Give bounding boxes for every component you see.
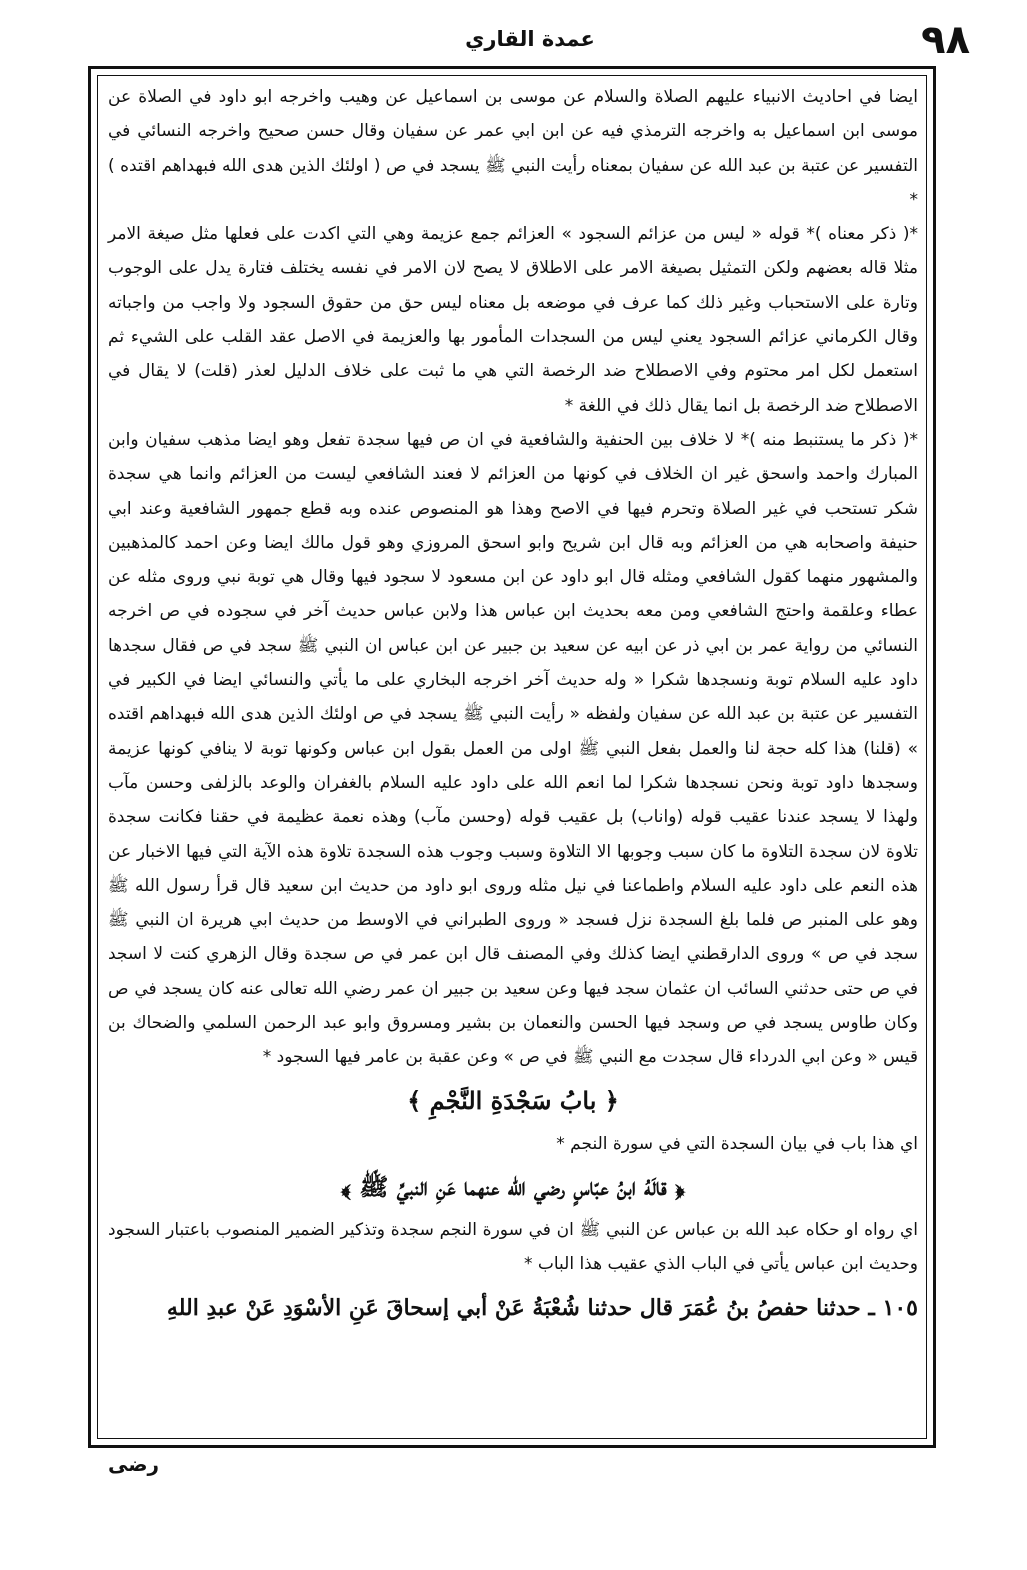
page-header xyxy=(90,18,970,64)
commentary-body xyxy=(108,80,918,1330)
hadith-isnad-line: ١٠٥ ـ حدثنا حفصُ بنُ عُمَرَ قال حدثنا شُعْبَةُ عَنْ أبي إسحاقَ عَنِ الأسْوَدِ عَنْ عبدِ اللهِ xyxy=(166,1294,918,1321)
commentary-paragraph-1: ايضا في احاديث الانبياء عليهم الصلاة والسلام عن موسى بن اسماعيل عن وهيب واخرجه ابو داود في الصلاة عن موسى ابن اسماعيل به واخرجه الترمذي فيه عن ابن ابي عمر عن سفيان وقال حسن صحيح واخرجه النسائي في التفسير عن عتبة بن عبد الله عن سفيان بمعناه رأيت النبي ﷺ يسجد في ص ( اولئك الذين هدى الله فبهداهم اقتده ) * xyxy=(108,87,918,210)
running-title: عمدة القاري xyxy=(465,27,595,51)
commentary-paragraph-deductions: *( ذكر ما يستنبط منه )* لا خلاف بين الحنفية والشافعية في ان ص فيها سجدة تفعل وهو ايضا مذهب سفيان وابن المبارك واحمد واسحق غير ان الخلاف في كونها من العزائم لا فعند الشافعي ليست من العزائم وانما هي سجدة شكر تستحب في غير الصلاة وتحرم فيها في الاصح وهذا هو المنصوص عنده وبه قطع جمهور الشافعية وعند ابي حنيفة واصحابه هي من العزائم وبه قال ابن شريح وابو اسحق المروزي وهو قول مالك ايضا وعن احمد كالمذهبين والمشهور منهما كقول الشافعي ومثله قال ابو داود عن ابن مسعود لا سجود فيها وقال هي توبة نبي وروى مثله عن عطاء وعلقمة واحتج الشافعي ومن معه بحديث ابن عباس هذا ولابن عباس حديث آخر في سجوده في ص اخرجه النسائي من رواية عمر بن ابي ذر عن ابيه عن سعيد بن جبير عن ابن عباس ان النبي ﷺ سجد في ص فقال سجدها داود عليه السلام توبة ونسجدها شكرا « وله حديث آخر اخرجه البخاري على ما يأتي والنسائي ايضا في الكبير في التفسير عن عتبة بن عبد الله عن سفيان ولفظه « رأيت النبي ﷺ يسجد في ص اولئك الذين هدى الله فبهداهم اقتده » (قلنا) هذا كله حجة لنا والعمل بفعل النبي ﷺ اولى من العمل بقول ابن عباس وكونها توبة لا ينافي كونها عزيمة وسجدها داود توبة ونحن نسجدها شكرا لما انعم الله على داود عليه السلام بالغفران والوعد بالزلفى وحسن مآب ولهذا لا يسجد عندنا عقيب قوله (واناب) بل عقيب قوله (وحسن مآب) وهذه نعمة عظيمة في حقنا فكانت سجدة تلاوة لان سجدة التلاوة ما كان سبب وجوبها الا التلاوة وسبب وجوب هذه السجدة تلاوة هذه الآية التي فيها الاخبار عن هذه النعم على داود عليه السلام واطماعنا في نيل مثله وروى ابو داود من حديث ابن سعيد قال قرأ رسول الله ﷺ وهو على المنبر ص فلما بلغ السجدة نزل فسجد « وروى الطبراني في الاوسط من حديث ابي هريرة ان النبي ﷺ سجد في ص » وروى الدارقطني ايضا كذلك وفي المصنف قال ابن عمر في ص سجدة وقال الزهري كنت لا اسجد في ص حتى حدثني السائب ان عثمان سجد فيها وعن سعيد بن جبير ان عمر رضي الله تعالى عنه كان يسجد في ص وكان طاوس يسجد في ص وسجد فيها الحسن والنعمان بن بشير ومسروق وابو عبد الرحمن السلمي والضحاك بن قيس « وعن ابي الدرداء قال سجدت مع النبي ﷺ في ص » وعن عقبة بن عامر فيها السجود * xyxy=(108,429,918,1068)
commentary-paragraph-meaning: *( ذكر معناه )* قوله « ليس من عزائم السجود » العزائم جمع عزيمة وهي التي اكدت على فعلها مثل صيغة الامر مثلا قاله بعضهم ولكن التمثيل بصيغة الامر على الاطلاق لا يصح لان الامر في نفسه يختلف فتارة يدل على الوجوب وتارة على الاستحباب وغير ذلك كما عرف في موضعه بل معناه ليس حق من حقوق السجود ولا واجب من واجباته وقال الكرماني عزائم السجود يعني ليس من السجدات المأمور بها والعزيمة في الاصل عقد القلب على الشيء ثم استعمل لكل امر محتوم وفي الاصطلاح ضد الرخصة التي هي ما ثبت على خلاف الدليل لعذر (قلت) لا يقال في الاصطلاح ضد الرخصة بل انما يقال ذلك في اللغة * xyxy=(108,224,918,416)
page-number: ٩٨ xyxy=(921,17,970,63)
chapter-heading: ﴿ بابُ سَجْدَةِ النَّجْمِ ﴾ xyxy=(407,1085,619,1115)
catchword: رضى xyxy=(108,1452,160,1476)
narration-explanation: اي رواه او حكاه عبد الله بن عباس عن النبي ﷺ ان في سورة النجم سجدة وتذكير الضمير المنصوب باعتبار السجود وحديث ابن عباس يأتي في الباب الذي عقيب هذا الباب * xyxy=(108,1219,918,1275)
narration-heading: ﴿ قالَهُ ابنُ عبّاسٍ رضي الله عنهما عَنِ النبيِّ ﷺ ﴾ xyxy=(341,1171,685,1201)
chapter-explanation: اي هذا باب في بيان السجدة التي في سورة النجم * xyxy=(556,1133,918,1154)
